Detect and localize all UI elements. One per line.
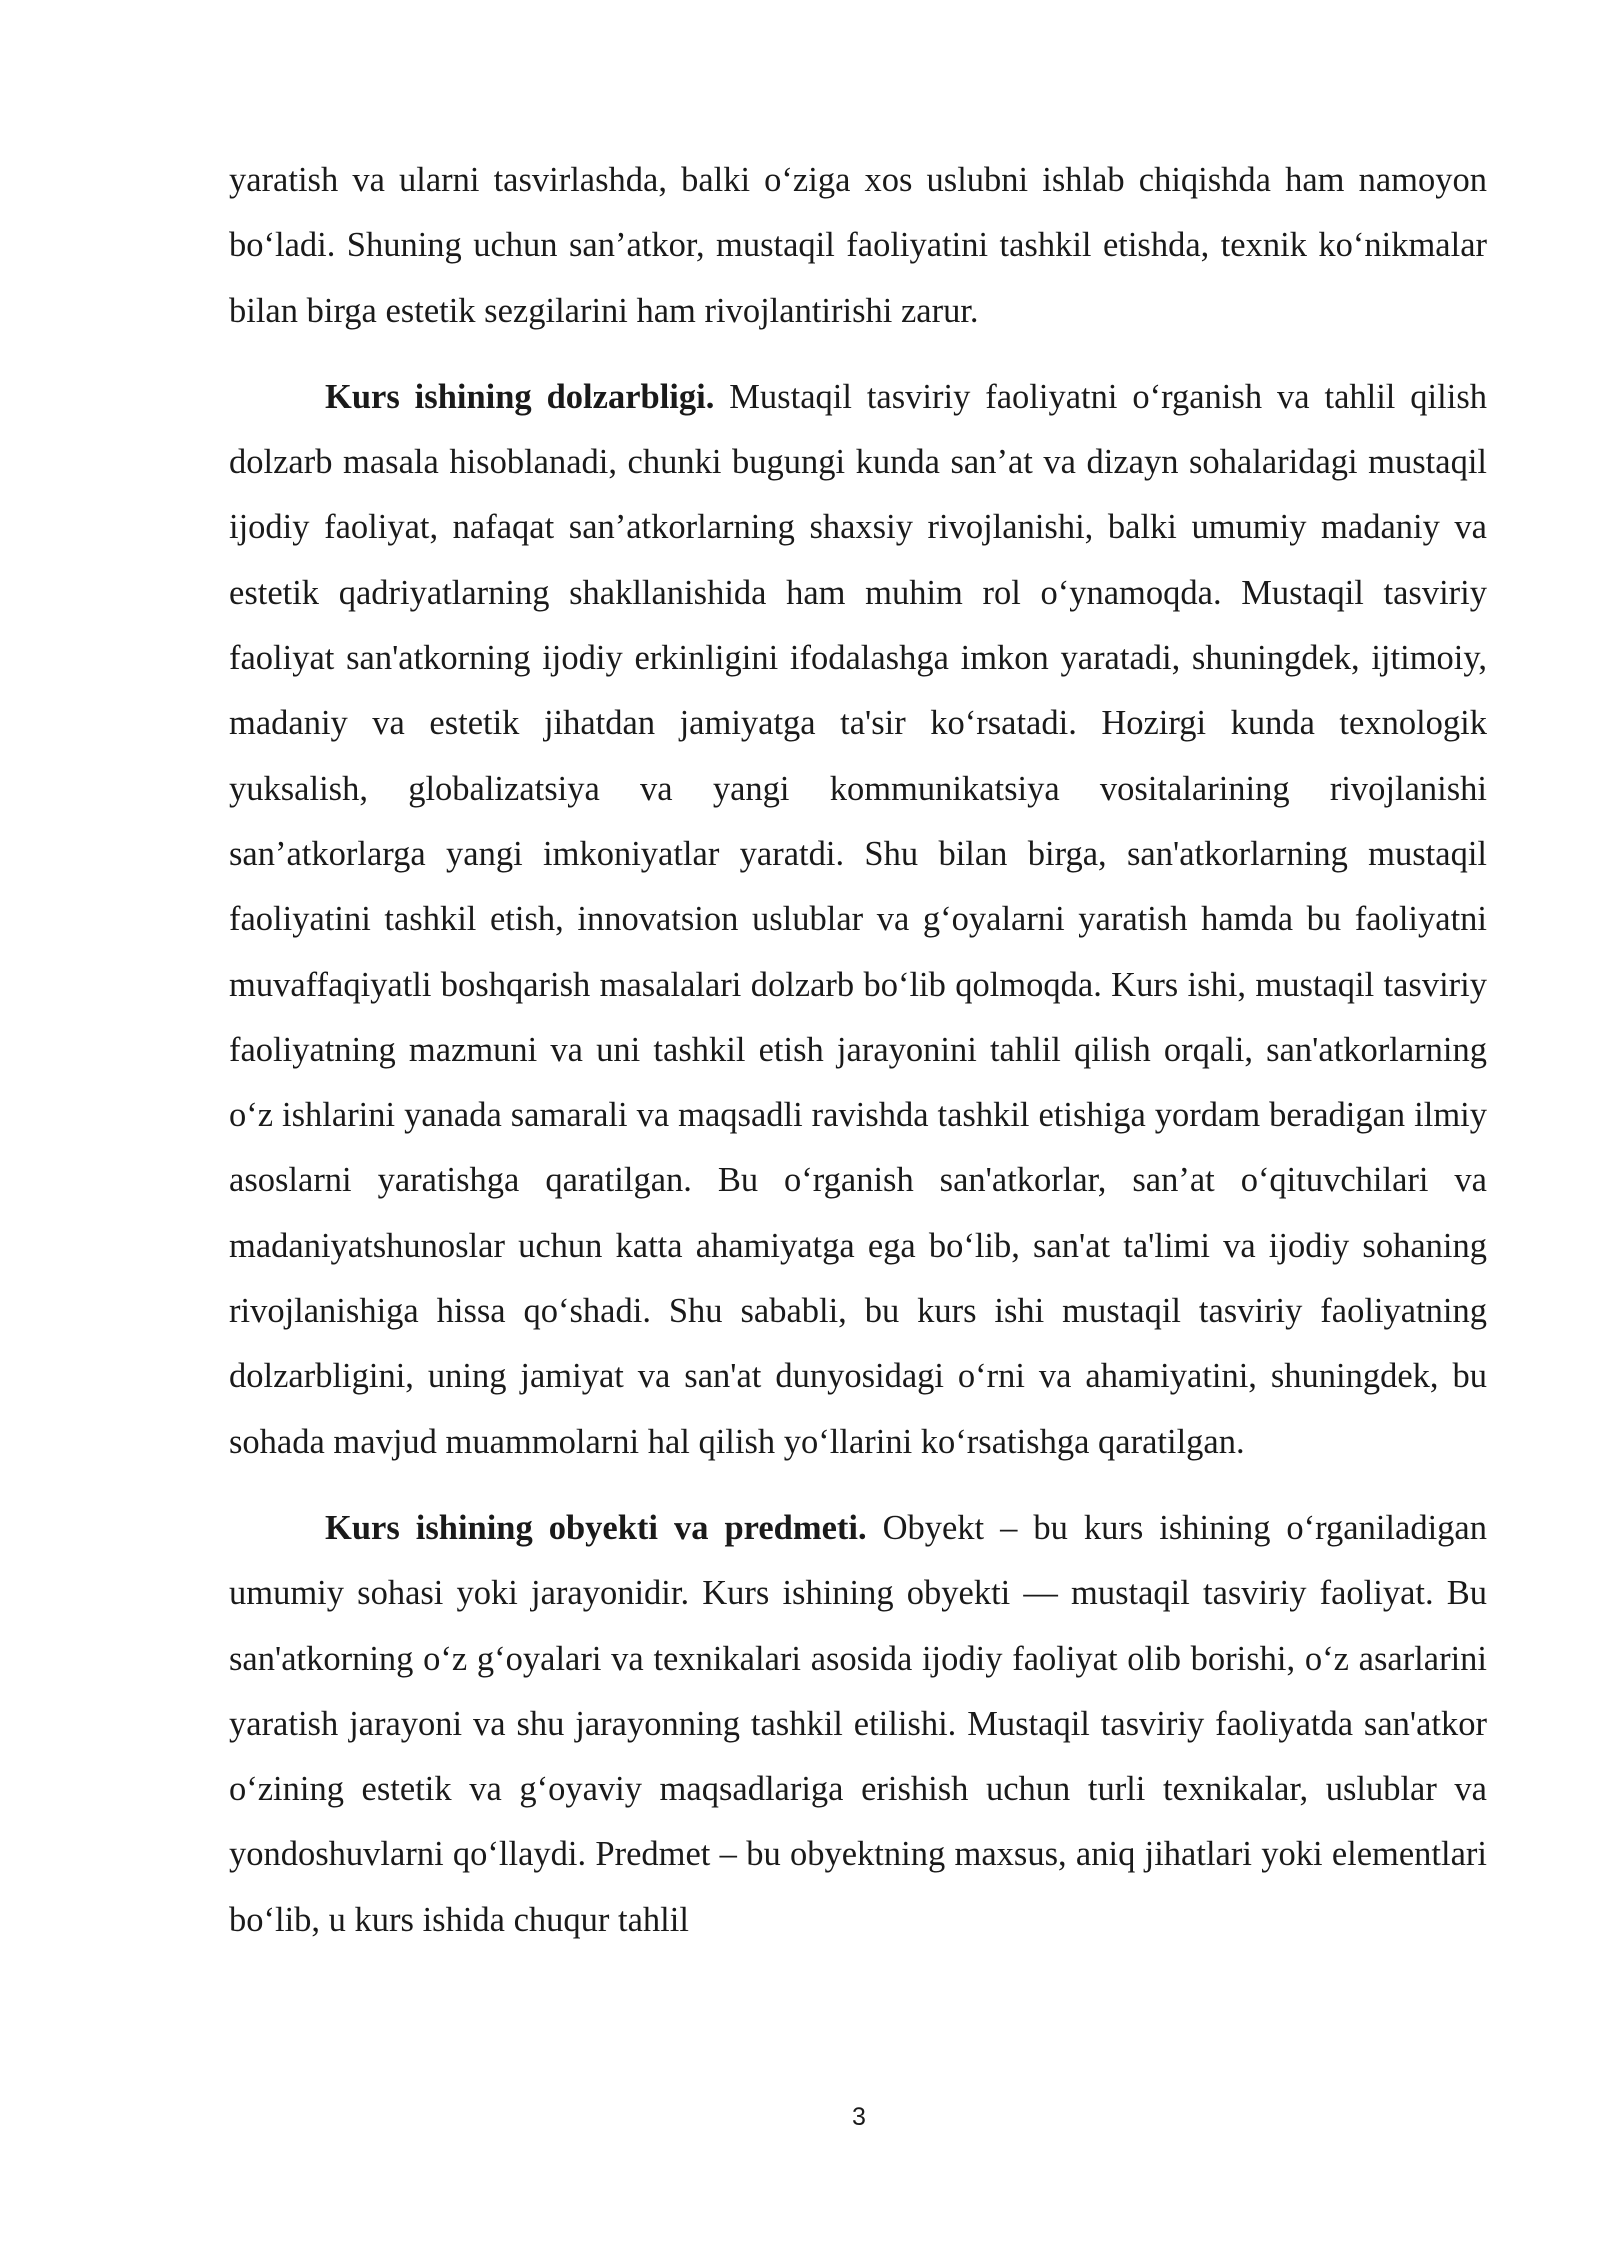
section-heading-object-subject: Kurs ishining obyekti va predmeti. <box>325 1508 867 1547</box>
paragraph-text: Obyekt – bu kurs ishining o‘rganiladigan umumiy sohasi yoki jarayonidir. Kurs ishining obyekti — mustaqil tasviriy faoliyat. Bu san'atkorning o‘z g‘oyalari va texnikalari asosida ijodiy faoliyat olib borishi, o‘z asarlarini yaratish jarayoni va shu jarayonning tashkil etilishi. Mustaqil tasviriy faoliyatda san'atkor o‘zining estetik va g‘oyaviy maqsadlariga erishish uchun turli texnikalar, uslublar va yondoshuvlarni qo‘llaydi. Predmet – bu obyektning maxsus, aniq jihatlari yoki elementlari bo‘lib, u kurs ishida chuqur tahlil <box>229 1508 1487 1939</box>
paragraph-text: yaratish va ularni tasvirlashda, balki o‘ziga xos uslubni ishlab chiqishda ham namoyon bo‘ladi. Shuning uchun san’atkor, mustaqil faoliyatini tashkil etishda, texnik ko‘nikmalar bilan birga estetik sezgilarini ham rivojlantirishi zarur. <box>229 161 1487 330</box>
paragraph-relevance <box>229 365 1487 1475</box>
page-number: 3 <box>852 2103 866 2131</box>
section-heading-relevance: Kurs ishining dolzarbligi. <box>325 377 715 416</box>
paragraph-object-subject <box>229 1496 1487 1953</box>
body-text <box>229 148 1487 1953</box>
paragraph-continuation <box>229 148 1487 344</box>
paragraph-text: Mustaqil tasviriy faoliyatni o‘rganish va tahlil qilish dolzarb masala hisoblanadi, chunki bugungi kunda san’at va dizayn sohalaridagi mustaqil ijodiy faoliyat, nafaqat san’atkorlarning shaxsiy rivojlanishi, balki umumiy madaniy va estetik qadriyatlarning shakllanishida ham muhim rol o‘ynamoqda. Mustaqil tasviriy faoliyat san'atkorning ijodiy erkinligini ifodalashga imkon yaratadi, shuningdek, ijtimoiy, madaniy va estetik jihatdan jamiyatga ta'sir ko‘rsatadi. Hozirgi kunda texnologik yuksalish, globalizatsiya va yangi kommunikatsiya vositalarining rivojlanishi san’atkorlarga yangi imkoniyatlar yaratdi. Shu bilan birga, san'atkorlarning mustaqil faoliyatini tashkil etish, innovatsion uslublar va g‘oyalarni yaratish hamda bu faoliyatni muvaffaqiyatli boshqarish masalalari dolzarb bo‘lib qolmoqda. Kurs ishi, mustaqil tasviriy faoliyatning mazmuni va uni tashkil etish jarayonini tahlil qilish orqali, san'atkorlarning o‘z ishlarini yanada samarali va maqsadli ravishda tashkil etishiga yordam beradigan ilmiy asoslarni yaratishga qaratilgan. Bu o‘rganish san'atkorlar, san’at o‘qituvchilari va madaniyatshunoslar uchun katta ahamiyatga ega bo‘lib, san'at ta'limi va ijodiy sohaning rivojlanishiga hissa qo‘shadi. Shu sababli, bu kurs ishi mustaqil tasviriy faoliyatning dolzarbligini, uning jamiyat va san'at dunyosidagi o‘rni va ahamiyatini, shuningdek, bu sohada mavjud muammolarni hal qilish yo‘llarini ko‘rsatishga qaratilgan. <box>229 377 1487 1461</box>
